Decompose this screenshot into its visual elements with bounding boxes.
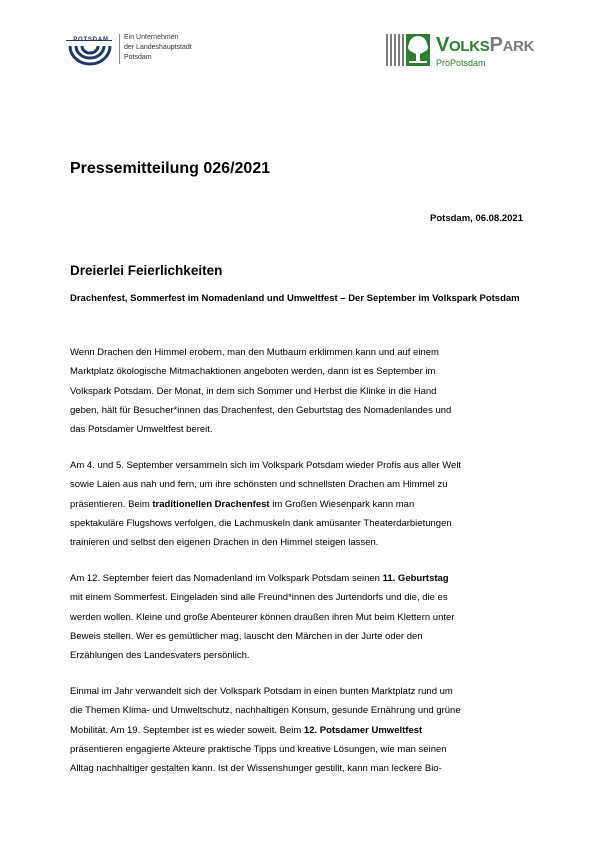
- release-title: Pressemitteilung 026/2021: [70, 160, 271, 177]
- paragraph-line: trainieren und selbst den eigenen Drachen in den Himmel steigen lassen.: [70, 537, 379, 549]
- brand-first-rest: OLKS: [449, 38, 490, 55]
- paragraph-line: Wenn Drachen den Himmel erobern, man den Mutbaum erklimmen kann und auf einem: [70, 347, 439, 358]
- paragraph-line: die Themen Klima- und Umweltschutz, nachhaltigen Konsum, gesunde Ernährung und grüne: [70, 705, 461, 717]
- paragraph-line: das Potsdamer Umweltfest bereit.: [70, 424, 213, 436]
- paragraph-line: Am 4. und 5. September versammeln sich im Volkspark Potsdam wieder Profis aus aller Welt: [70, 460, 462, 471]
- brand-first-cap: V: [436, 34, 450, 56]
- dateline: Potsdam, 06.08.2021: [430, 213, 523, 224]
- text-run: im Großen Wiesenpark kann man: [269, 498, 415, 510]
- paragraph-line: sowie Laien aus nah und fern, um ihre schönsten und schnellsten Drachen am Himmel zu: [70, 479, 448, 491]
- volkspark-subtitle: ProPotsdam: [436, 58, 486, 68]
- logo-line-2: der Landeshauptstadt: [124, 44, 192, 51]
- paragraph-line: [70, 569, 532, 588]
- text-run: Mobilität. Am 19. September ist es wieder soweit. Beim: [70, 724, 304, 736]
- brand-second-rest: ARK: [502, 38, 535, 55]
- subheadline: Drachenfest, Sommerfest im Nomadenland und Umweltfest – Der September im Volkspark Potsdam: [70, 293, 520, 304]
- paragraph-intro: [70, 343, 532, 439]
- paragraph-drachenfest: [70, 456, 532, 552]
- paragraph-line: spektakuläre Flugshows verfolgen, die Lachmuskeln dank amüsanter Theaterdarbietungen: [70, 517, 452, 529]
- brand-second-cap: P: [489, 34, 503, 56]
- paragraph-umweltfest: [70, 682, 532, 778]
- volkspark-tree-icon: [385, 30, 431, 70]
- paragraph-line: Marktplatz ökologische Mitmachaktionen angeboten werden, dann ist es September im: [70, 366, 436, 378]
- text-run: Am 12. September feiert das Nomadenland im Volkspark Potsdam seinen: [70, 573, 383, 584]
- paragraph-nomadenland: [70, 569, 532, 665]
- potsdam-emblem-icon: [68, 44, 112, 66]
- headline: Dreierlei Feierlichkeiten: [70, 263, 223, 278]
- text-run: präsentieren. Beim: [70, 498, 153, 510]
- volkspark-wordmark: [436, 34, 534, 57]
- paragraph-line: Erzählungen des Landesvaters persönlich.: [70, 650, 250, 662]
- umweltfest-highlight: 12. Potsdamer Umweltfest: [303, 724, 423, 736]
- logo-divider: [119, 34, 120, 64]
- paragraph-line: mit einem Sommerfest. Eingeladen sind alle Freund*innen des Jurtendorfs und die, die es: [70, 592, 448, 604]
- paragraph-line: präsentieren engagierte Akteure praktische Tipps und kreative Lösungen, wie man seinen: [70, 743, 447, 755]
- potsdam-logo: [66, 30, 206, 72]
- logo-line-1: Ein Unternehmen: [124, 34, 179, 41]
- paragraph-line: werden wollen. Kleine und große Abenteurer können draußen ihren Mut beim Klettern unter: [70, 611, 455, 623]
- logo-line-3: Potsdam: [124, 54, 152, 61]
- paragraph-line: Beweis stellen. Wer es gemütlicher mag, lauscht den Märchen in der Jurte oder den: [70, 630, 423, 642]
- potsdam-logo-text: [124, 33, 192, 63]
- drachenfest-highlight: traditionellen Drachenfest: [152, 498, 270, 510]
- geburtstag-highlight: 11. Geburtstag: [382, 573, 449, 584]
- paragraph-line: Einmal im Jahr verwandelt sich der Volkspark Potsdam in einen bunten Marktplatz rund um: [70, 686, 453, 697]
- emblem-rule: [66, 40, 112, 41]
- paragraph-line: geben, hält für Besucher*innen das Drachenfest, den Geburtstag des Nomadenlandes und: [70, 404, 452, 416]
- paragraph-line: [70, 495, 532, 514]
- paragraph-line: Volkspark Potsdam. Der Monat, in dem sich Sommer und Herbst die Klinke in die Hand: [70, 385, 437, 397]
- paragraph-line: [70, 721, 532, 740]
- paragraph-line: Alltag nachhaltiger gestalten kann. Ist der Wissenshunger gestillt, kann man leckere Bio-: [70, 763, 442, 775]
- volkspark-logo: [385, 30, 565, 74]
